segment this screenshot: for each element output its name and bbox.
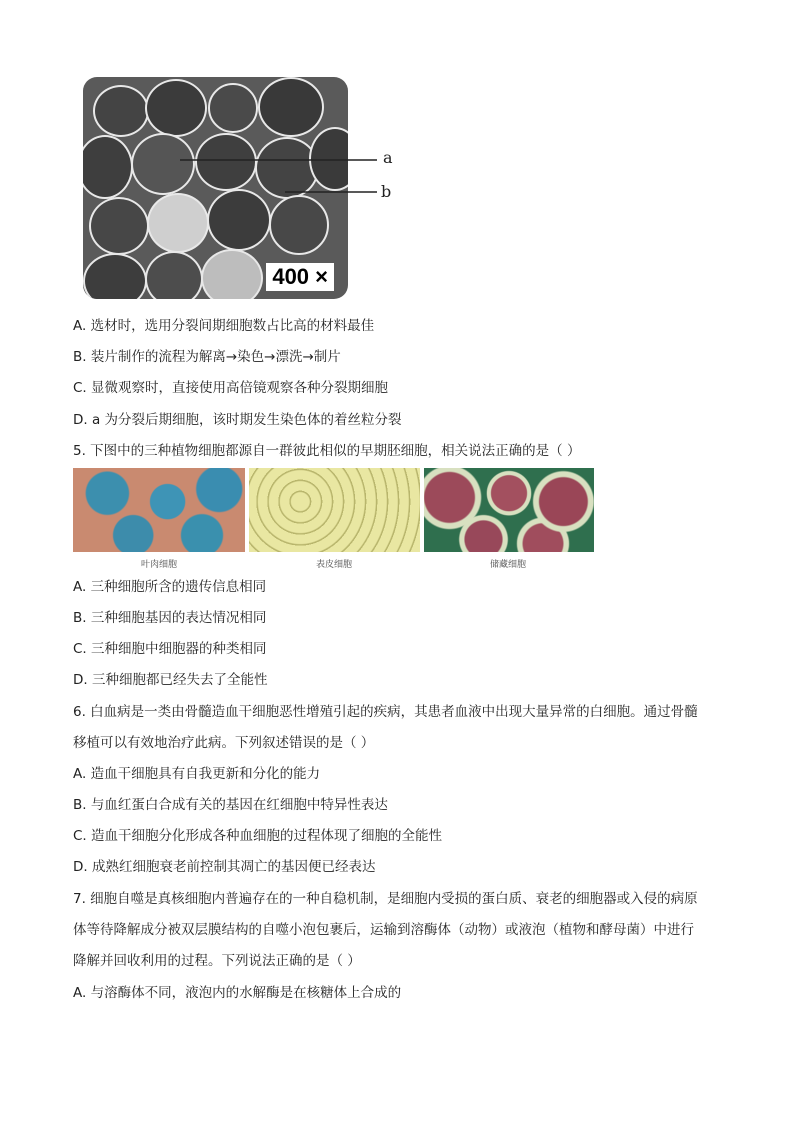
q4-option-b: B. 装片制作的流程为解离→染色→漂洗→制片 bbox=[73, 349, 341, 365]
q4-option-d: D. a 为分裂后期细胞，该时期发生染色体的着丝粒分裂 bbox=[73, 412, 402, 428]
q7-stem-line3: 降解并回收利用的过程。下列说法正确的是（ ） bbox=[73, 953, 361, 969]
q6-option-a: A. 造血干细胞具有自我更新和分化的能力 bbox=[73, 766, 321, 782]
q6-stem-line1: 6. 白血病是一类由骨髓造血干细胞恶性增殖引起的疾病，其患者血液中出现大量异常的白细胞。通过骨髓 bbox=[73, 704, 698, 720]
q5-option-a: A. 三种细胞所含的遗传信息相同 bbox=[73, 579, 267, 595]
caption-storage: 储藏细胞 bbox=[489, 560, 526, 570]
q6-stem-line2: 移植可以有效地治疗此病。下列叙述错误的是（ ） bbox=[73, 735, 375, 751]
q6-option-c: C. 造血干细胞分化形成各种血细胞的过程体现了细胞的全能性 bbox=[73, 828, 443, 844]
q7-stem-line2: 体等待降解成分被双层膜结构的自噬小泡包裹后，运输到溶酶体（动物）或液泡（植物和酵母菌）中进行 bbox=[73, 922, 694, 938]
q5-option-d: D. 三种细胞都已经失去了全能性 bbox=[73, 672, 268, 688]
caption-epidermal: 表皮细胞 bbox=[315, 560, 352, 570]
label-b: b bbox=[381, 182, 392, 201]
q5-option-c: C. 三种细胞中细胞器的种类相同 bbox=[73, 641, 267, 657]
q4-option-a: A. 选材时，选用分裂间期细胞数占比高的材料最佳 bbox=[73, 318, 375, 334]
q7-stem-line1: 7. 细胞自噬是真核细胞内普遍存在的一种自稳机制，是细胞内受损的蛋白质、衰老的细胞器或入侵的病原 bbox=[73, 891, 698, 907]
q5-option-b: B. 三种细胞基因的表达情况相同 bbox=[73, 610, 267, 626]
q6-option-b: B. 与血红蛋白合成有关的基因在红细胞中特异性表达 bbox=[73, 797, 388, 813]
q5-stem: 5. 下图中的三种植物细胞都源自一群彼此相似的早期胚细胞，相关说法正确的是（ ） bbox=[73, 443, 581, 459]
mesophyll-cell-image bbox=[73, 468, 245, 552]
label-a: a bbox=[383, 148, 393, 167]
micrograph-figure bbox=[83, 77, 348, 299]
q7-option-a: A. 与溶酶体不同，液泡内的水解酶是在核糖体上合成的 bbox=[73, 985, 402, 1001]
storage-cell-image bbox=[424, 468, 594, 552]
caption-mesophyll: 叶肉细胞 bbox=[140, 560, 177, 570]
q4-option-c: C. 显微观察时，直接使用高倍镜观察各种分裂期细胞 bbox=[73, 380, 389, 396]
epidermal-cell-image bbox=[249, 468, 420, 552]
magnification-label: 400 × bbox=[266, 263, 334, 291]
q6-option-d: D. 成熟红细胞衰老前控制其凋亡的基因便已经表达 bbox=[73, 859, 376, 875]
